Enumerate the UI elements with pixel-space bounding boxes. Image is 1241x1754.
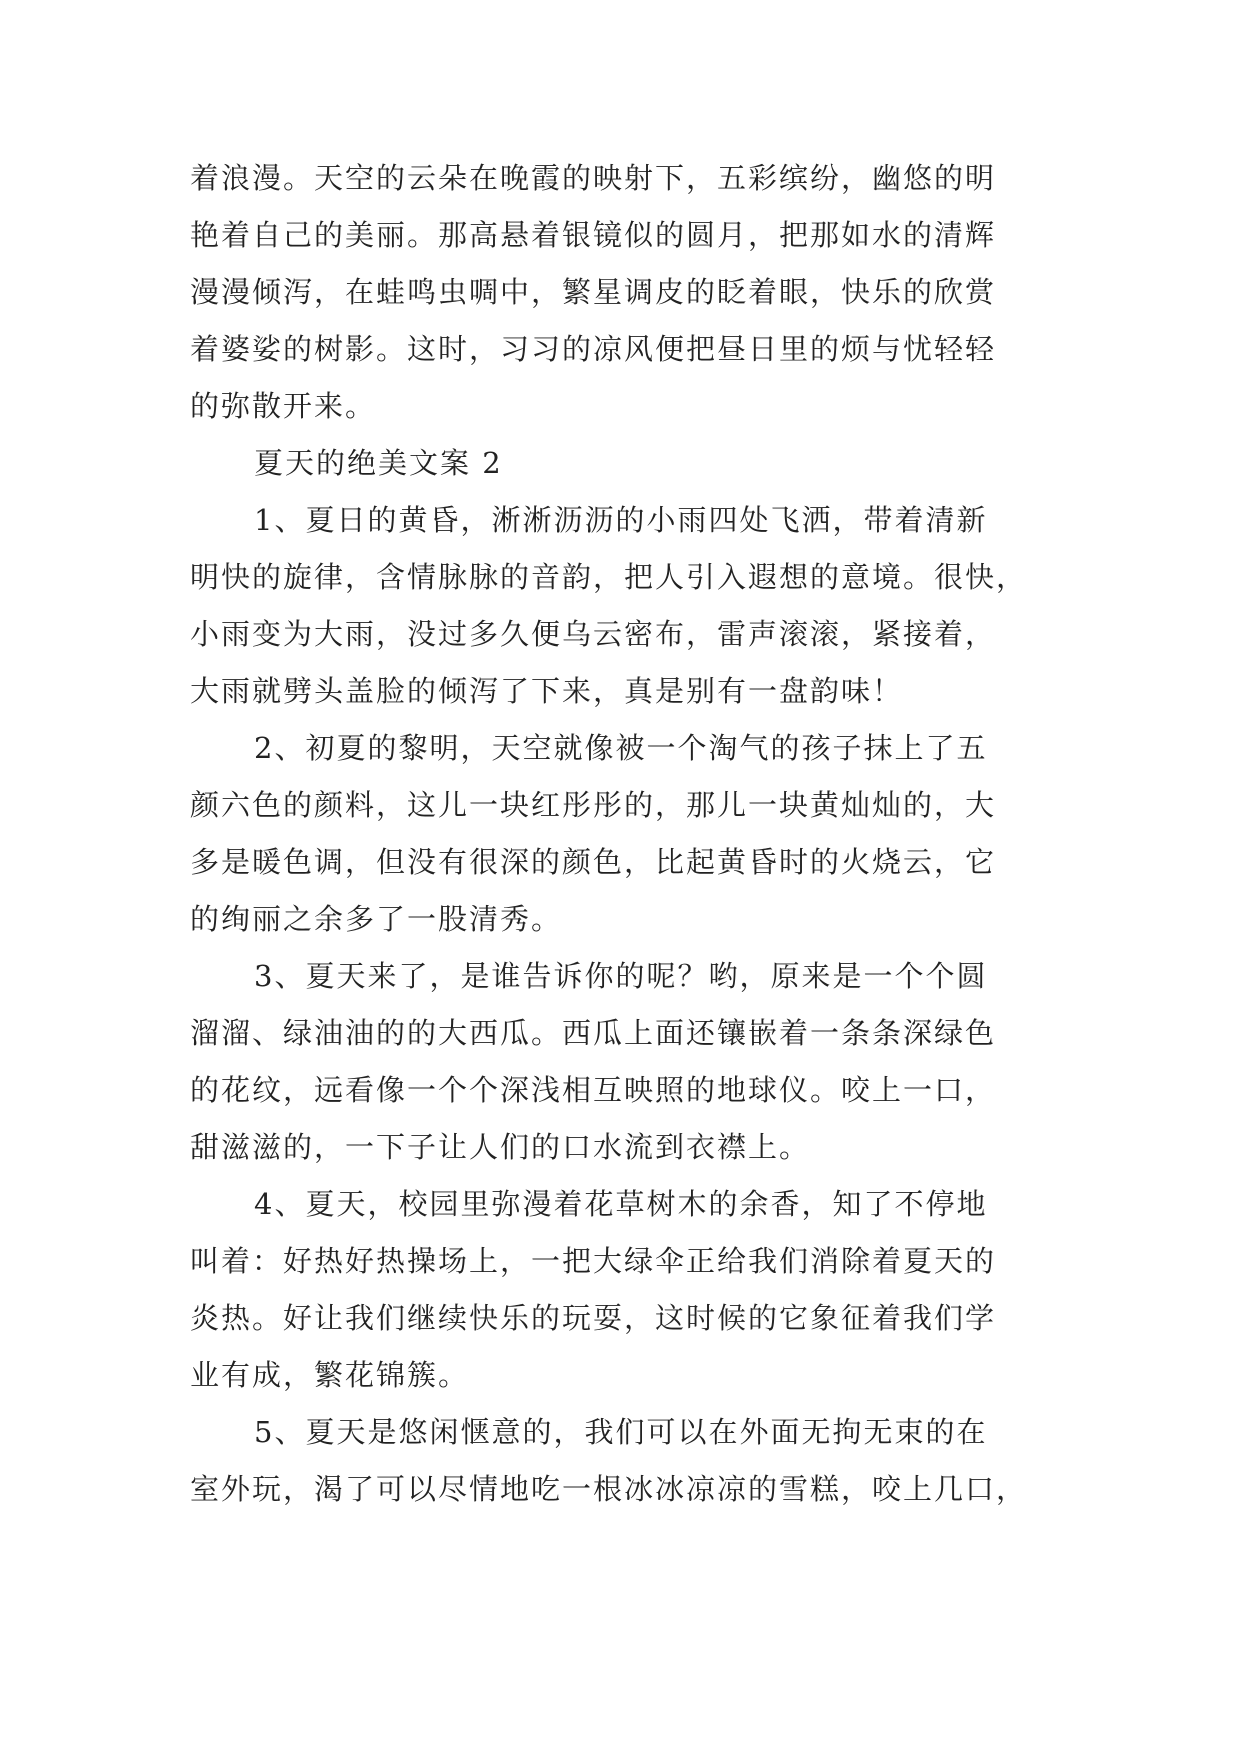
- text-line: 叫着：好热好热操场上，一把大绿伞正给我们消除着夏天的: [190, 1244, 997, 1278]
- paragraph-start-line: 5、夏天是悠闲惬意的，我们可以在外面无拘无束的在: [254, 1415, 988, 1449]
- text-line: 甜滋滋的，一下子让人们的口水流到衣襟上。: [190, 1130, 811, 1164]
- text-line: 的绚丽之余多了一股清秀。: [190, 902, 563, 936]
- text-line: 明快的旋律，含情脉脉的音韵，把人引入遐想的意境。很快，: [190, 560, 1028, 594]
- text-line: 漫漫倾泻，在蛙鸣虫啁中，繁星调皮的眨着眼，快乐的欣赏: [190, 275, 997, 309]
- text-line: 着婆娑的树影。这时，习习的凉风便把昼日里的烦与忧轻轻: [190, 332, 997, 366]
- text-line: 着浪漫。天空的云朵在晚霞的映射下，五彩缤纷，幽悠的明: [190, 161, 997, 195]
- text-line: 大雨就劈头盖脸的倾泻了下来，真是别有一盘韵味！: [190, 674, 904, 708]
- text-line: 业有成，繁花锦簇。: [190, 1358, 470, 1392]
- paragraph-start-line: 4、夏天，校园里弥漫着花草树木的余香，知了不停地: [254, 1187, 988, 1221]
- text-line: 小雨变为大雨，没过多久便乌云密布，雷声滚滚，紧接着，: [190, 617, 997, 651]
- text-line: 的花纹，远看像一个个深浅相互映照的地球仪。咬上一口，: [190, 1073, 997, 1107]
- text-line: 颜六色的颜料，这儿一块红彤彤的，那儿一块黄灿灿的，大: [190, 788, 997, 822]
- text-line: 艳着自己的美丽。那高悬着银镜似的圆月，把那如水的清辉: [190, 218, 997, 252]
- text-line: 溜溜、绿油油的的大西瓜。西瓜上面还镶嵌着一条条深绿色: [190, 1016, 997, 1050]
- text-line: 室外玩，渴了可以尽情地吃一根冰冰凉凉的雪糕，咬上几口，: [190, 1472, 1028, 1506]
- paragraph-start-line: 2、初夏的黎明，天空就像被一个淘气的孩子抹上了五: [254, 731, 988, 765]
- text-line: 的弥散开来。: [190, 389, 377, 423]
- section-heading: 夏天的绝美文案 2: [254, 446, 503, 480]
- text-line: 炎热。好让我们继续快乐的玩耍，这时候的它象征着我们学: [190, 1301, 997, 1335]
- paragraph-start-line: 1、夏日的黄昏，淅淅沥沥的小雨四处飞洒，带着清新: [254, 503, 988, 537]
- paragraph-start-line: 3、夏天来了，是谁告诉你的呢？哟，原来是一个个圆: [254, 959, 988, 993]
- text-line: 多是暖色调，但没有很深的颜色，比起黄昏时的火烧云，它: [190, 845, 997, 879]
